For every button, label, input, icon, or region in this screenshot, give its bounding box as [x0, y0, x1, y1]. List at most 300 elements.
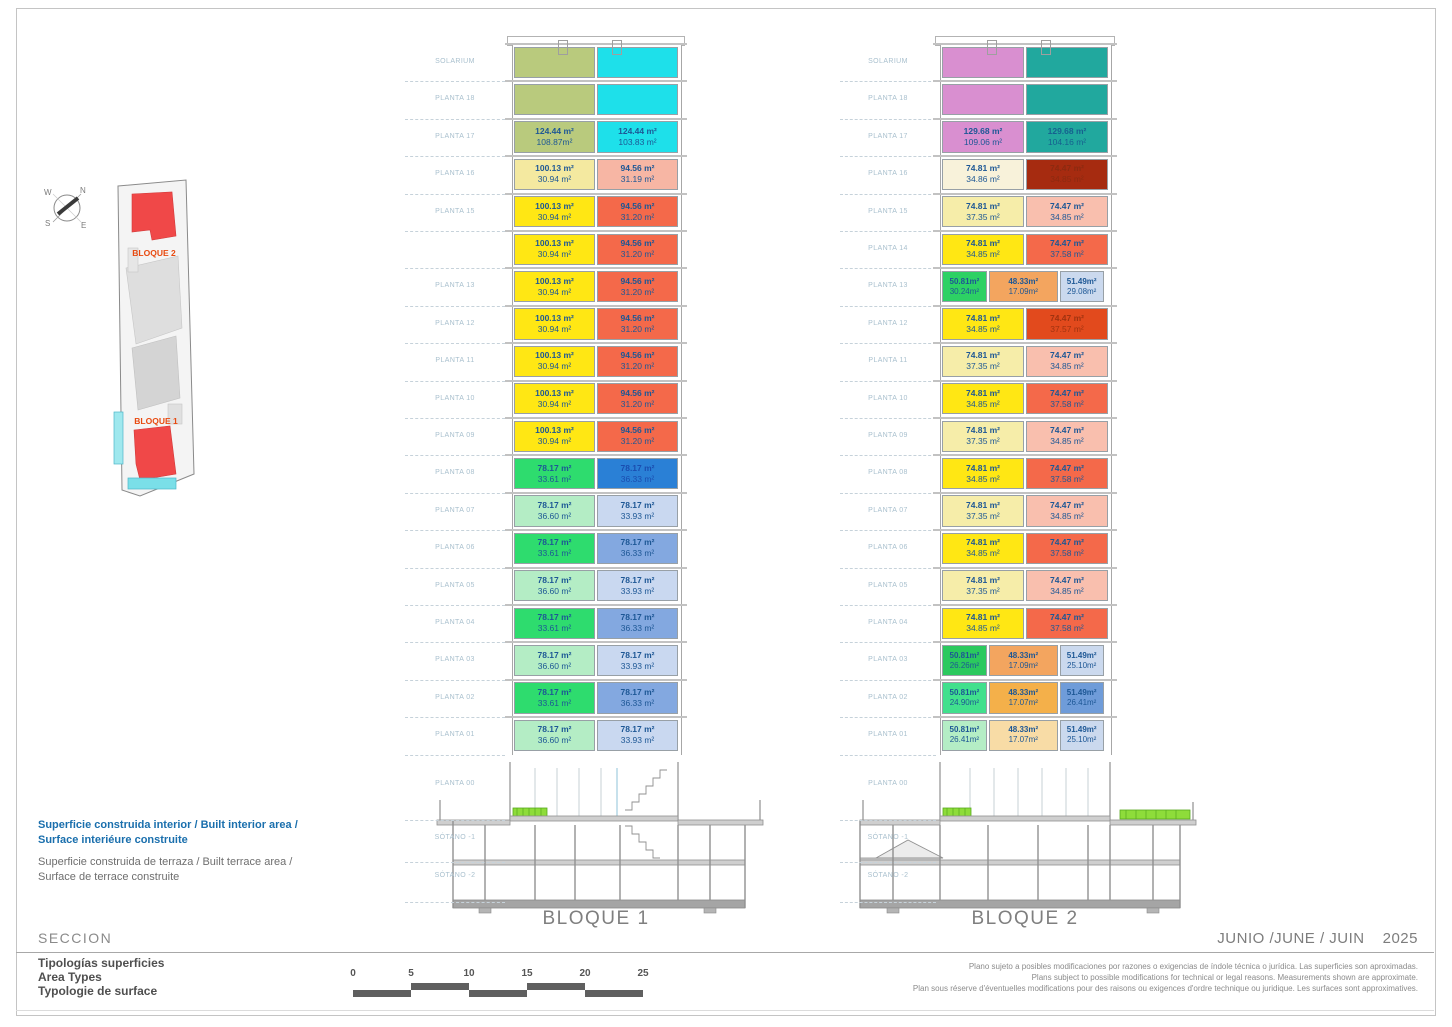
level-dashline — [405, 418, 505, 419]
unit-cell — [942, 47, 1024, 78]
terrace-area-value: 36.60 m² — [537, 585, 572, 596]
unit-cell — [514, 495, 595, 526]
unit-cell — [514, 121, 595, 152]
level-dashline — [405, 568, 505, 569]
interior-area-value: 48.33m² — [1008, 725, 1039, 735]
interior-area-value: 74.47 m² — [1049, 612, 1085, 623]
level-dashline — [840, 902, 936, 903]
level-dashline — [840, 231, 936, 232]
interior-area-value: 74.47 m² — [1049, 200, 1085, 211]
unit-cell — [1026, 121, 1108, 152]
interior-area-value: 100.13 m² — [535, 350, 574, 361]
disclaimer-es: Plano sujeto a posibles modificaciones por razones o exigencias de índole técnica o jurídica. Las superficies son aproximadas. — [968, 962, 1418, 971]
unit-cell — [1026, 159, 1108, 190]
unit-cell — [989, 645, 1058, 676]
terrace-area-value: 104.16 m² — [1047, 136, 1087, 147]
unit-cell — [597, 47, 678, 78]
unit-cell — [942, 495, 1024, 526]
level-dashline — [405, 306, 505, 307]
floor-label: PLANTA 15 — [868, 207, 908, 215]
terrace-area-value: 34.85 m² — [1050, 361, 1084, 372]
floor-label: PLANTA 10 — [868, 394, 908, 402]
site-label-bloque2: BLOQUE 2 — [132, 248, 176, 258]
floor-label: PLANTA 13 — [868, 282, 908, 290]
floor-label: PLANTA 18 — [868, 95, 908, 103]
interior-area-value: 94.56 m² — [620, 200, 655, 211]
terrace-area-value: 108.87m² — [536, 136, 573, 147]
unit-cell — [514, 720, 595, 751]
unit-cell — [1026, 533, 1108, 564]
unit-cell — [514, 570, 595, 601]
date-months: JUNIO /JUNE / JUIN — [1217, 930, 1365, 947]
unit-cell — [942, 645, 987, 676]
floor-row — [512, 346, 680, 377]
terrace-area-value: 31.20 m² — [620, 211, 655, 222]
level-dashline — [840, 717, 936, 718]
floor-label: PLANTA 07 — [868, 506, 908, 514]
terrace-area-value: 36.60 m² — [537, 735, 572, 746]
level-dashline — [405, 455, 505, 456]
level-dashline — [405, 605, 505, 606]
floor-row — [940, 84, 1110, 115]
floor-slab — [933, 604, 1117, 606]
level-dashline — [405, 820, 505, 821]
terrace-area-value: 26.41m² — [1067, 697, 1097, 707]
floor-slab — [505, 342, 687, 344]
floor-slab — [933, 305, 1117, 307]
scale-tick-15: 15 — [521, 968, 533, 979]
terrace-area-value: 33.61 m² — [537, 473, 572, 484]
unit-cell — [1026, 346, 1108, 377]
level-dashline — [840, 81, 936, 82]
unit-cell — [942, 196, 1024, 227]
terrace-area-value: 30.94 m² — [537, 398, 572, 409]
unit-cell — [514, 533, 595, 564]
interior-area-value: 74.81 m² — [965, 425, 1001, 436]
interior-area-value: 50.81m² — [949, 687, 980, 697]
lower-floor-label: PLANTA 00 — [435, 780, 475, 787]
level-dashline — [405, 642, 505, 643]
compass-s: S — [45, 219, 51, 228]
terrace-area-value: 34.85 m² — [1050, 585, 1084, 596]
unit-cell — [1026, 421, 1108, 452]
terrace-area-value: 30.24m² — [949, 286, 980, 296]
floor-label: PLANTA 12 — [435, 319, 475, 327]
floor-slab — [505, 417, 687, 419]
floor-row — [512, 645, 680, 676]
floor-slab — [933, 417, 1117, 419]
bloque2-title: BLOQUE 2 — [971, 908, 1079, 929]
unit-cell — [597, 608, 678, 639]
scale-segment — [353, 990, 411, 997]
floor-row — [512, 159, 680, 190]
level-dashline — [405, 755, 505, 756]
terrace-area-value: 103.83 m² — [618, 136, 657, 147]
terrace-area-value: 37.35 m² — [966, 436, 1000, 447]
terrace-area-value: 109.06 m² — [963, 136, 1003, 147]
unit-cell — [942, 271, 987, 302]
floor-label: PLANTA 05 — [435, 581, 475, 589]
scale-segment — [411, 983, 469, 990]
unit-cell — [1026, 570, 1108, 601]
site-footprint-bloque1 — [134, 426, 176, 480]
floor-row — [512, 458, 680, 489]
floor-row — [940, 271, 1110, 302]
floor-label: PLANTA 09 — [435, 432, 475, 439]
level-dashline — [840, 530, 936, 531]
interior-area-value: 51.49m² — [1066, 687, 1097, 697]
floor-row — [940, 159, 1110, 190]
floor-label: PLANTA 10 — [435, 394, 475, 402]
legend-terrace-line2: Surface de terrace construite — [38, 871, 180, 883]
floor-row — [940, 234, 1110, 265]
compass-w: W — [44, 188, 52, 197]
floor-label: PLANTA 04 — [435, 619, 475, 626]
floor-row — [512, 308, 680, 339]
scale-tick-0: 0 — [350, 968, 356, 979]
site-label-bloque1: BLOQUE 1 — [134, 416, 178, 426]
floor-row — [512, 533, 680, 564]
floor-label: PLANTA 03 — [435, 656, 475, 664]
interior-area-value: 78.17 m² — [537, 462, 572, 473]
floor-row — [512, 720, 680, 751]
terrace-area-value: 37.58 m² — [1050, 623, 1084, 634]
terrace-area-value: 34.86 m² — [966, 174, 1000, 185]
floor-slab — [505, 604, 687, 606]
floor-row — [512, 271, 680, 302]
date-year: 2025 — [1382, 930, 1418, 947]
floor-label: PLANTA 02 — [435, 693, 475, 701]
level-dashline — [840, 455, 936, 456]
terrace-area-value: 37.57 m² — [1050, 323, 1084, 334]
floor-slab — [505, 567, 687, 569]
terrace-area-value: 31.20 m² — [620, 286, 655, 297]
compass-e: E — [81, 221, 87, 230]
roof-stack — [612, 40, 622, 55]
scale-segment — [527, 983, 585, 990]
legend-built-interior — [38, 818, 298, 848]
unit-cell — [597, 645, 678, 676]
interior-area-value: 48.33m² — [1008, 687, 1039, 697]
terrace-area-value: 31.20 m² — [620, 436, 655, 447]
terrace-area-value: 34.85 m² — [966, 249, 1000, 260]
floor-label: PLANTA 17 — [435, 132, 475, 140]
terrace-area-value: 34.85 m² — [1050, 174, 1084, 185]
floor-slab — [505, 492, 687, 494]
unit-cell — [597, 121, 678, 152]
scale-bar — [350, 968, 649, 1002]
unit-cell — [1060, 682, 1104, 713]
terrace-area-value: 33.93 m² — [620, 660, 655, 671]
compass-n: N — [80, 186, 86, 195]
interior-area-value: 100.13 m² — [535, 163, 574, 174]
terrace-area-value: 34.85 m² — [966, 623, 1000, 634]
interior-area-value: 50.81m² — [949, 725, 980, 735]
interior-area-value: 74.47 m² — [1049, 574, 1085, 585]
unit-cell — [597, 84, 678, 115]
level-dashline — [840, 381, 936, 382]
level-dashline — [405, 530, 505, 531]
interior-area-value: 124.44 m² — [618, 125, 657, 136]
unit-cell — [514, 458, 595, 489]
lower-floor-label: SÓTANO -1 — [434, 834, 476, 841]
floor-slab — [505, 716, 687, 718]
unit-cell — [942, 458, 1024, 489]
unit-cell — [597, 458, 678, 489]
interior-area-value: 78.17 m² — [537, 574, 572, 585]
floor-row — [512, 121, 680, 152]
unit-cell — [514, 645, 595, 676]
unit-cell — [597, 533, 678, 564]
compass-rose — [42, 183, 92, 233]
interior-area-value: 94.56 m² — [620, 312, 655, 323]
interior-area-value: 74.47 m² — [1049, 312, 1085, 323]
floor-label: PLANTA 03 — [868, 656, 908, 664]
titleblock-rule — [16, 952, 1434, 953]
terrace-area-value: 25.10m² — [1067, 735, 1097, 745]
floor-slab — [505, 380, 687, 382]
floor-slab — [933, 380, 1117, 382]
terrace-area-value: 37.58 m² — [1050, 473, 1084, 484]
floor-slab — [933, 342, 1117, 344]
floor-slab — [505, 155, 687, 157]
terrace-area-value: 36.33 m² — [620, 697, 655, 708]
lower-floor-label: SÓTANO -2 — [867, 872, 909, 879]
unit-cell — [597, 495, 678, 526]
level-dashline — [405, 717, 505, 718]
floor-slab — [933, 230, 1117, 232]
terrace-area-value: 36.33 m² — [620, 623, 655, 634]
site-pool-2 — [128, 478, 176, 489]
unit-cell — [514, 84, 595, 115]
floor-label: PLANTA 18 — [435, 95, 475, 103]
interior-area-value: 74.47 m² — [1049, 238, 1085, 249]
scale-tick-25: 25 — [637, 968, 649, 979]
unit-cell — [942, 383, 1024, 414]
floor-slab — [505, 267, 687, 269]
interior-area-value: 74.81 m² — [965, 387, 1001, 398]
unit-cell — [942, 159, 1024, 190]
legend-interior-line1: Superficie construida interior / Built interior area / — [38, 819, 298, 831]
level-dashline — [405, 119, 505, 120]
floor-label: PLANTA 16 — [868, 170, 908, 178]
level-dashline — [405, 156, 505, 157]
interior-area-value: 74.81 m² — [965, 499, 1001, 510]
level-dashline — [405, 381, 505, 382]
floor-slab — [505, 529, 687, 531]
unit-cell — [597, 720, 678, 751]
interior-area-value: 74.81 m² — [965, 312, 1001, 323]
unit-cell — [989, 682, 1058, 713]
terrace-area-value: 30.94 m² — [537, 211, 572, 222]
level-dashline — [405, 194, 505, 195]
terrace-area-value: 34.85 m² — [1050, 211, 1084, 222]
unit-cell — [514, 47, 595, 78]
interior-area-value: 74.47 m² — [1049, 462, 1085, 473]
level-dashline — [840, 493, 936, 494]
floor-label: PLANTA 09 — [868, 432, 908, 439]
sheet-date — [1217, 930, 1418, 947]
interior-area-value: 78.17 m² — [620, 649, 655, 660]
interior-area-value: 74.81 m² — [965, 574, 1001, 585]
unit-cell — [514, 308, 595, 339]
legend-built-terrace — [38, 855, 292, 885]
floor-slab — [505, 641, 687, 643]
floor-row — [940, 383, 1110, 414]
unit-cell — [942, 682, 987, 713]
interior-area-value: 78.17 m² — [537, 612, 572, 623]
level-dashline — [405, 493, 505, 494]
level-dashline — [840, 194, 936, 195]
interior-area-value: 51.49m² — [1066, 276, 1097, 286]
unit-cell — [1026, 608, 1108, 639]
floor-slab — [933, 43, 1117, 45]
floor-row — [940, 196, 1110, 227]
interior-area-value: 74.81 m² — [965, 163, 1001, 174]
area-types-es: Tipologías superficies — [38, 956, 165, 970]
terrace-area-value: 30.94 m² — [537, 174, 572, 185]
roof-stack — [1041, 40, 1051, 55]
floor-slab — [505, 80, 687, 82]
interior-area-value: 78.17 m² — [537, 686, 572, 697]
terrace-area-value: 34.85 m² — [966, 473, 1000, 484]
unit-cell — [514, 159, 595, 190]
unit-cell — [597, 159, 678, 190]
interior-area-value: 100.13 m² — [535, 238, 574, 249]
site-pool — [114, 412, 123, 464]
floor-row — [940, 121, 1110, 152]
floor-slab — [933, 193, 1117, 195]
terrace-area-value: 34.85 m² — [1050, 510, 1084, 521]
floor-row — [940, 458, 1110, 489]
terrace-area-value: 33.61 m² — [537, 697, 572, 708]
unit-cell — [1026, 196, 1108, 227]
floor-label: PLANTA 05 — [868, 581, 908, 589]
terrace-area-value: 33.93 m² — [620, 510, 655, 521]
terrace-area-value: 30.94 m² — [537, 323, 572, 334]
floor-label: PLANTA 08 — [435, 469, 475, 477]
unit-cell — [514, 421, 595, 452]
floor-slab — [933, 118, 1117, 120]
interior-area-value: 100.13 m² — [535, 425, 574, 436]
bloque2-section — [840, 36, 1200, 941]
interior-area-value: 78.17 m² — [537, 499, 572, 510]
area-types-en: Area Types — [38, 970, 102, 984]
terrace-area-value: 17.07m² — [1008, 697, 1038, 707]
interior-area-value: 51.49m² — [1066, 725, 1097, 735]
floor-slab — [933, 641, 1117, 643]
floor-slab — [933, 679, 1117, 681]
unit-cell — [1026, 84, 1108, 115]
unit-cell — [514, 196, 595, 227]
floor-label: PLANTA 06 — [435, 544, 475, 552]
terrace-area-value: 30.94 m² — [537, 436, 572, 447]
interior-area-value: 74.47 m² — [1049, 537, 1085, 548]
terrace-area-value: 37.35 m² — [966, 585, 1000, 596]
disclaimer-fr: Plan sous réserve d'éventuelles modifications pour des raisons ou exigences d'ordre technique ou juridique. Les surfaces sont approximatives. — [912, 984, 1418, 993]
lower-floor-label: SÓTANO -2 — [434, 872, 476, 879]
unit-cell — [597, 682, 678, 713]
interior-area-value: 94.56 m² — [620, 387, 655, 398]
interior-area-value: 100.13 m² — [535, 387, 574, 398]
terrace-area-value: 30.94 m² — [537, 361, 572, 372]
floor-row — [512, 84, 680, 115]
unit-cell — [514, 234, 595, 265]
terrace-area-value: 36.60 m² — [537, 510, 572, 521]
interior-area-value: 78.17 m² — [620, 612, 655, 623]
level-dashline — [405, 680, 505, 681]
floor-row — [940, 720, 1110, 751]
bottom-rule — [16, 1010, 1434, 1011]
level-dashline — [840, 642, 936, 643]
scale-tick-20: 20 — [579, 968, 591, 979]
unit-cell — [942, 121, 1024, 152]
interior-area-value: 48.33m² — [1008, 276, 1039, 286]
unit-cell — [597, 346, 678, 377]
floor-slab — [505, 43, 687, 45]
floor-row — [512, 608, 680, 639]
interior-area-value: 48.33m² — [1008, 650, 1039, 660]
interior-area-value: 50.81m² — [949, 276, 980, 286]
floor-row — [940, 533, 1110, 564]
terrace-area-value: 33.61 m² — [537, 623, 572, 634]
floor-slab — [933, 267, 1117, 269]
terrace-area-value: 17.09m² — [1008, 660, 1038, 670]
level-dashline — [405, 81, 505, 82]
unit-cell — [597, 308, 678, 339]
interior-area-value: 74.81 m² — [965, 537, 1001, 548]
floor-slab — [933, 80, 1117, 82]
interior-area-value: 100.13 m² — [535, 275, 574, 286]
interior-area-value: 74.47 m² — [1049, 499, 1085, 510]
terrace-area-value: 30.94 m² — [537, 249, 572, 260]
interior-area-value: 78.17 m² — [537, 537, 572, 548]
interior-area-value: 78.17 m² — [620, 574, 655, 585]
interior-area-value: 78.17 m² — [537, 649, 572, 660]
interior-area-value: 74.81 m² — [965, 350, 1001, 361]
interior-area-value: 78.17 m² — [620, 462, 655, 473]
terrace-area-value: 30.94 m² — [537, 286, 572, 297]
terrace-area-value: 37.35 m² — [966, 510, 1000, 521]
terrace-area-value: 36.60 m² — [537, 660, 572, 671]
interior-area-value: 78.17 m² — [537, 724, 572, 735]
unit-cell — [942, 570, 1024, 601]
floor-label: PLANTA 07 — [435, 506, 475, 514]
floor-label: PLANTA 11 — [435, 357, 475, 365]
terrace-area-value: 26.41m² — [949, 735, 980, 745]
unit-cell — [942, 608, 1024, 639]
floor-label: PLANTA 14 — [868, 245, 908, 252]
bloque1-title: BLOQUE 1 — [542, 908, 650, 929]
level-dashline — [840, 568, 936, 569]
floor-slab — [505, 230, 687, 232]
floor-slab — [505, 454, 687, 456]
terrace-area-value: 33.61 m² — [537, 548, 572, 559]
level-dashline — [405, 862, 505, 863]
floor-slab — [505, 193, 687, 195]
level-dashline — [840, 156, 936, 157]
disclaimer-text — [913, 961, 1418, 994]
terrace-area-value: 37.58 m² — [1050, 548, 1084, 559]
unit-cell — [1026, 458, 1108, 489]
floor-label: PLANTA 17 — [868, 132, 908, 140]
unit-cell — [597, 234, 678, 265]
floor-row — [512, 495, 680, 526]
floor-label: SOLARIUM — [435, 58, 475, 65]
interior-area-value: 100.13 m² — [535, 200, 574, 211]
interior-area-value: 74.47 m² — [1049, 163, 1085, 174]
terrace-area-value: 31.19 m² — [620, 174, 655, 185]
